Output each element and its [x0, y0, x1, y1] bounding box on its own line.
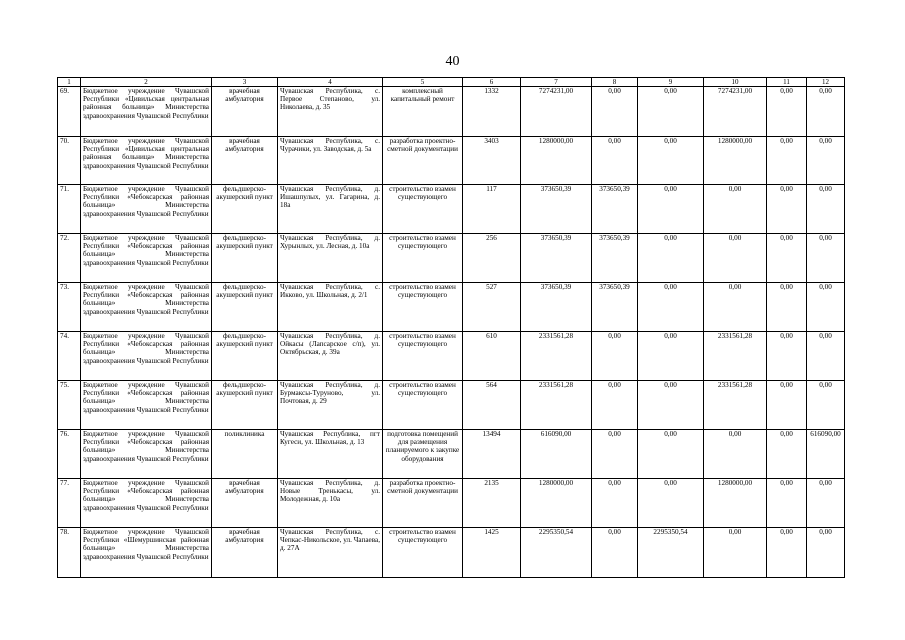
- amount-col-8: 0,00: [592, 479, 638, 528]
- amount-col-12: 616090,00: [807, 430, 845, 479]
- organization-name: Бюджетное учреждение Чувашской Республики «Чебоксарская районная больница» Министерства здравоохранения Чувашской Республики: [81, 479, 212, 528]
- work-type: комплексный капитальный ремонт: [383, 87, 463, 137]
- amount-col-10: 0,00: [704, 283, 767, 332]
- work-type: строительство взамен существующего: [383, 185, 463, 234]
- column-header: 2: [81, 78, 212, 87]
- total-amount: 2331561,28: [521, 332, 592, 381]
- organization-name: Бюджетное учреждение Чувашской Республики «Чебоксарская районная больница» Министерства здравоохранения Чувашской Республики: [81, 332, 212, 381]
- column-header: 5: [383, 78, 463, 87]
- table-row: [58, 283, 845, 332]
- area-value: 256: [463, 234, 521, 283]
- organization-name: Бюджетное учреждение Чувашской Республики «Чебоксарская районная больница» Министерства здравоохранения Чувашской Республики: [81, 234, 212, 283]
- organization-name: Бюджетное учреждение Чувашской Республики «Чебоксарская районная больница» Министерства здравоохранения Чувашской Республики: [81, 430, 212, 479]
- work-type: разработка проектно-сметной документации: [383, 137, 463, 185]
- total-amount: 1280000,00: [521, 479, 592, 528]
- amount-col-12: 0,00: [807, 332, 845, 381]
- amount-col-11: 0,00: [767, 234, 807, 283]
- area-value: 1332: [463, 87, 521, 137]
- amount-col-10: 1280000,00: [704, 137, 767, 185]
- amount-col-11: 0,00: [767, 430, 807, 479]
- row-number: 70.: [58, 137, 81, 185]
- amount-col-9: 0,00: [638, 87, 704, 137]
- amount-col-12: 0,00: [807, 283, 845, 332]
- table-row: [58, 234, 845, 283]
- amount-col-10: 1280000,00: [704, 479, 767, 528]
- total-amount: 1280000,00: [521, 137, 592, 185]
- facility-address: Чувашская Республика, д. Хурынлых, ул. Лесная, д. 10а: [278, 234, 383, 283]
- total-amount: 7274231,00: [521, 87, 592, 137]
- facility-type: фельдшерско-акушерский пункт: [212, 381, 278, 430]
- amount-col-9: 0,00: [638, 430, 704, 479]
- amount-col-9: 0,00: [638, 332, 704, 381]
- column-header: 11: [767, 78, 807, 87]
- facility-address: Чувашская Республика, пгт Кугеси, ул. Школьная, д. 13: [278, 430, 383, 479]
- area-value: 2135: [463, 479, 521, 528]
- facility-address: Чувашская Республика, д. Ишашпулых, ул. Гагарина, д. 18а: [278, 185, 383, 234]
- work-type: строительство взамен существующего: [383, 283, 463, 332]
- table-row: [58, 185, 845, 234]
- area-value: 117: [463, 185, 521, 234]
- amount-col-8: 0,00: [592, 332, 638, 381]
- total-amount: 373650,39: [521, 234, 592, 283]
- table-row: [58, 528, 845, 578]
- row-number: 77.: [58, 479, 81, 528]
- amount-col-11: 0,00: [767, 381, 807, 430]
- table-row: [58, 332, 845, 381]
- amount-col-12: 0,00: [807, 479, 845, 528]
- amount-col-11: 0,00: [767, 137, 807, 185]
- work-type: строительство взамен существующего: [383, 234, 463, 283]
- work-type: строительство взамен существующего: [383, 528, 463, 578]
- facility-address: Чувашская Республика, с. Чепкас-Никольское, ул. Чапаева, д. 27А: [278, 528, 383, 578]
- amount-col-8: 0,00: [592, 381, 638, 430]
- column-header: 1: [58, 78, 81, 87]
- amount-col-11: 0,00: [767, 283, 807, 332]
- total-amount: 2295350,54: [521, 528, 592, 578]
- amount-col-10: 0,00: [704, 430, 767, 479]
- amount-col-8: 0,00: [592, 528, 638, 578]
- amount-col-9: 0,00: [638, 185, 704, 234]
- row-number: 69.: [58, 87, 81, 137]
- row-number: 76.: [58, 430, 81, 479]
- row-number: 74.: [58, 332, 81, 381]
- facility-type: фельдшерско-акушерский пункт: [212, 332, 278, 381]
- facility-address: Чувашская Республика, д. Новые Тренькасы, ул. Молодежная, д. 10а: [278, 479, 383, 528]
- amount-col-9: 0,00: [638, 283, 704, 332]
- amount-col-10: 2331561,28: [704, 332, 767, 381]
- amount-col-10: 0,00: [704, 234, 767, 283]
- amount-col-8: 373650,39: [592, 185, 638, 234]
- amount-col-11: 0,00: [767, 87, 807, 137]
- amount-col-9: 0,00: [638, 234, 704, 283]
- amount-col-8: 0,00: [592, 87, 638, 137]
- work-type: строительство взамен существующего: [383, 381, 463, 430]
- row-number: 71.: [58, 185, 81, 234]
- amount-col-12: 0,00: [807, 185, 845, 234]
- facility-type: фельдшерско-акушерский пункт: [212, 283, 278, 332]
- facility-type: врачебная амбулатория: [212, 137, 278, 185]
- amount-col-12: 0,00: [807, 528, 845, 578]
- facility-address: Чувашская Республика, с. Икково, ул. Школьная, д. 2/1: [278, 283, 383, 332]
- table-row: [58, 381, 845, 430]
- amount-col-8: 373650,39: [592, 234, 638, 283]
- facility-type: врачебная амбулатория: [212, 479, 278, 528]
- organization-name: Бюджетное учреждение Чувашской Республики «Шемуршинская районная больница» Министерства здравоохранения Чувашской Республики: [81, 528, 212, 578]
- table-row: [58, 137, 845, 185]
- area-value: 3403: [463, 137, 521, 185]
- area-value: 13494: [463, 430, 521, 479]
- page-number: 40: [445, 54, 460, 69]
- facility-type: врачебная амбулатория: [212, 87, 278, 137]
- row-number: 78.: [58, 528, 81, 578]
- amount-col-8: 0,00: [592, 137, 638, 185]
- facility-address: Чувашская Республика, с. Первое Степаново, ул. Николаева, д. 35: [278, 87, 383, 137]
- facility-type: фельдшерско-акушерский пункт: [212, 234, 278, 283]
- total-amount: 2331561,28: [521, 381, 592, 430]
- column-header: 4: [278, 78, 383, 87]
- area-value: 1425: [463, 528, 521, 578]
- amount-col-10: 0,00: [704, 185, 767, 234]
- amount-col-10: 0,00: [704, 528, 767, 578]
- amount-col-12: 0,00: [807, 87, 845, 137]
- work-type: строительство взамен существующего: [383, 332, 463, 381]
- column-header: 9: [638, 78, 704, 87]
- facility-type: врачебная амбулатория: [212, 528, 278, 578]
- facility-address: Чувашская Республика, д. Ойкасы (Лапсарское с/п), ул. Октябрьская, д. 39а: [278, 332, 383, 381]
- column-header: 7: [521, 78, 592, 87]
- amount-col-9: 0,00: [638, 479, 704, 528]
- facility-address: Чувашская Республика, д. Бурмаксы-Туруново, ул. Почтовая, д. 29: [278, 381, 383, 430]
- organization-name: Бюджетное учреждение Чувашской Республики «Чебоксарская районная больница» Министерства здравоохранения Чувашской Республики: [81, 283, 212, 332]
- facility-address: Чувашская Республика, с. Чурачики, ул. Заводская, д. 5а: [278, 137, 383, 185]
- column-header: 8: [592, 78, 638, 87]
- work-type: разработка проектно-сметной документации: [383, 479, 463, 528]
- row-number: 72.: [58, 234, 81, 283]
- total-amount: 373650,39: [521, 185, 592, 234]
- organization-name: Бюджетное учреждение Чувашской Республики «Цивильская центральная районная больница» Министерства здравоохранения Чувашской Республики: [81, 137, 212, 185]
- table-row: [58, 430, 845, 479]
- amount-col-12: 0,00: [807, 381, 845, 430]
- amount-col-12: 0,00: [807, 137, 845, 185]
- organization-name: Бюджетное учреждение Чувашской Республики «Чебоксарская районная больница» Министерства здравоохранения Чувашской Республики: [81, 381, 212, 430]
- facility-type: фельдшерско-акушерский пункт: [212, 185, 278, 234]
- amount-col-12: 0,00: [807, 234, 845, 283]
- area-value: 610: [463, 332, 521, 381]
- total-amount: 373650,39: [521, 283, 592, 332]
- column-header: 10: [704, 78, 767, 87]
- column-number-row: [58, 78, 845, 87]
- column-header: 6: [463, 78, 521, 87]
- amount-col-11: 0,00: [767, 479, 807, 528]
- area-value: 564: [463, 381, 521, 430]
- facility-type: поликлиника: [212, 430, 278, 479]
- amount-col-11: 0,00: [767, 332, 807, 381]
- amount-col-9: 0,00: [638, 381, 704, 430]
- row-number: 75.: [58, 381, 81, 430]
- total-amount: 616090,00: [521, 430, 592, 479]
- amount-col-9: 0,00: [638, 137, 704, 185]
- column-header: 3: [212, 78, 278, 87]
- amount-col-10: 7274231,00: [704, 87, 767, 137]
- organization-name: Бюджетное учреждение Чувашской Республики «Цивильская центральная районная больница» Министерства здравоохранения Чувашской Республики: [81, 87, 212, 137]
- table-row: [58, 87, 845, 137]
- area-value: 527: [463, 283, 521, 332]
- data-table: [57, 77, 845, 578]
- amount-col-8: 373650,39: [592, 283, 638, 332]
- work-type: подготовка помещений для размещения планируемого к закупке оборудования: [383, 430, 463, 479]
- amount-col-9: 2295350,54: [638, 528, 704, 578]
- amount-col-11: 0,00: [767, 528, 807, 578]
- row-number: 73.: [58, 283, 81, 332]
- column-header: 12: [807, 78, 845, 87]
- table-row: [58, 479, 845, 528]
- amount-col-11: 0,00: [767, 185, 807, 234]
- amount-col-8: 0,00: [592, 430, 638, 479]
- amount-col-10: 2331561,28: [704, 381, 767, 430]
- organization-name: Бюджетное учреждение Чувашской Республики «Чебоксарская районная больница» Министерства здравоохранения Чувашской Республики: [81, 185, 212, 234]
